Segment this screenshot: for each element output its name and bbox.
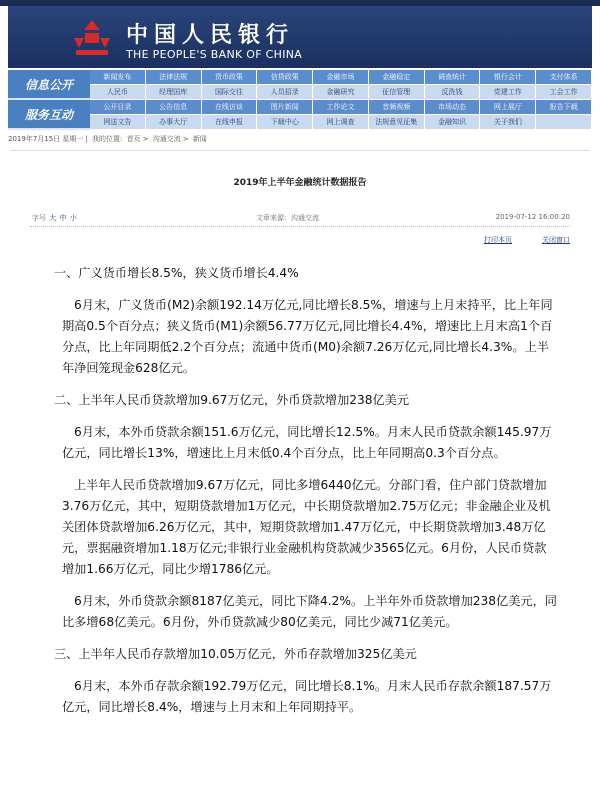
nav-link[interactable]: 新闻发布 [90, 70, 146, 85]
nav-link[interactable]: 市场动态 [425, 100, 481, 115]
nav-link[interactable]: 关于我们 [480, 115, 536, 130]
nav-link[interactable]: 工会工作 [536, 85, 592, 100]
section-heading: 一、广义货币增长8.5%，狭义货币增长4.4% [54, 266, 299, 280]
nav-link[interactable]: 反洗钱 [425, 85, 481, 100]
nav-link[interactable]: 调查统计 [425, 70, 481, 85]
nav-grid [90, 70, 592, 130]
font-size-label: 字号 [32, 214, 46, 222]
nav-link [536, 115, 592, 130]
article-time: 2019-07-12 16:00:20 [495, 213, 570, 221]
section-heading: 三、上半年人民币存款增加10.05万亿元，外币存款增加325亿美元 [54, 647, 417, 661]
close-window-link[interactable]: 关闭窗口 [542, 236, 570, 244]
nav-link[interactable]: 金融稳定 [369, 70, 425, 85]
section-heading: 二、上半年人民币贷款增加9.67万亿元，外币贷款增加238亿美元 [54, 393, 410, 407]
breadcrumb-home[interactable]: 首页 [126, 135, 141, 143]
font-size-small[interactable]: 小 [69, 214, 77, 222]
breadcrumb-location-label: 我的位置: [92, 135, 123, 143]
nav-link[interactable]: 信贷政策 [257, 70, 313, 85]
nav-link[interactable]: 货币政策 [202, 70, 258, 85]
article-paragraph: 6月末，广义货币(M2)余额192.14万亿元,同比增长8.5%，增速与上月末持平，比上年同期高0.5个百分点；狭义货币(M1)余额56.77万亿元,同比增长4.4%，增速比上月末高1个百分点，比上年同期低2.2个百分点；流通中货币(M0)余额7.26万亿元,同比增长4.3%。上半年净回笼现金628亿元。 [62, 298, 553, 375]
breadcrumb-comm[interactable]: 沟通交流 [152, 135, 181, 143]
breadcrumb-date: 2019年7月15日 星期一 [8, 135, 84, 143]
nav-link[interactable]: 金融知识 [425, 115, 481, 130]
nav-link[interactable]: 人员招录 [257, 85, 313, 100]
article-meta [30, 213, 570, 227]
nav-link[interactable]: 征信管理 [369, 85, 425, 100]
nav-link[interactable]: 金融市场 [313, 70, 369, 85]
nav-link[interactable]: 银行会计 [480, 70, 536, 85]
nav-link[interactable]: 音频视频 [369, 100, 425, 115]
article-panel [10, 150, 590, 810]
site-banner [8, 6, 592, 68]
nav-side-service[interactable]: 服务互动 [8, 100, 90, 130]
nav-link[interactable]: 工作论文 [313, 100, 369, 115]
article-paragraph: 上半年人民币贷款增加9.67万亿元，同比多增6440亿元。分部门看，住户部门贷款增加3.76万亿元，其中，短期贷款增加1万亿元，中长期贷款增加2.75万亿元；非金融企业及机关团体贷款增加6.26万亿元，其中，短期贷款增加1.47万亿元，中长期贷款增加3.48万亿元，票据融资增加1.18万亿元;非银行业金融机构贷款减少3565亿元。6月份，人民币贷款增加1.66万亿元，同比少增1786亿元。 [62, 478, 551, 576]
breadcrumb-news[interactable]: 新闻 [192, 135, 207, 143]
nav-link[interactable]: 人民币 [90, 85, 146, 100]
nav-link[interactable]: 下载中心 [257, 115, 313, 130]
nav-side-info-disclosure[interactable]: 信息公开 [8, 70, 90, 100]
site-title-en: THE PEOPLE'S BANK OF CHINA [126, 48, 303, 61]
nav-link[interactable]: 报告下载 [536, 100, 592, 115]
nav-link[interactable]: 公开目录 [90, 100, 146, 115]
nav-link[interactable]: 公告信息 [146, 100, 202, 115]
nav-side [8, 70, 90, 130]
print-page-link[interactable]: 打印本页 [484, 236, 512, 244]
font-size-selector [32, 213, 77, 223]
pboc-logo-icon [70, 18, 114, 58]
nav-link[interactable]: 金融研究 [313, 85, 369, 100]
nav-link[interactable]: 网上展厅 [480, 100, 536, 115]
nav-link[interactable]: 国际交往 [202, 85, 258, 100]
nav-link[interactable]: 法规意见征集 [369, 115, 425, 130]
font-size-large[interactable]: 大 [49, 214, 57, 222]
nav-link[interactable]: 办事大厅 [146, 115, 202, 130]
breadcrumb: 2019年7月15日 星期一 | 我的位置: 首页 > 沟通交流 > 新闻 [8, 135, 207, 143]
nav-link[interactable]: 法律法规 [146, 70, 202, 85]
site-title-cn[interactable]: 中国人民银行 [126, 22, 295, 48]
font-size-medium[interactable]: 中 [59, 214, 67, 222]
nav-link[interactable]: 经理国库 [146, 85, 202, 100]
nav-link[interactable]: 在线访谈 [202, 100, 258, 115]
nav-link[interactable]: 网送文告 [90, 115, 146, 130]
article-paragraph: 6月末，外币贷款余额8187亿美元，同比下降4.2%。上半年外币贷款增加238亿美元，同比多增68亿美元。6月份，外币贷款减少80亿美元，同比少减71亿美元。 [62, 594, 557, 629]
nav-link[interactable]: 在线申报 [202, 115, 258, 130]
article-title: 2019年上半年金融统计数据报告 [233, 178, 367, 188]
nav-link[interactable]: 图片新闻 [257, 100, 313, 115]
main-nav [8, 70, 592, 130]
nav-link[interactable]: 党建工作 [480, 85, 536, 100]
article-body [54, 263, 558, 718]
article-source: 文章来源：沟通交流 [256, 214, 319, 222]
article-paragraph: 6月末，本外币存款余额192.79万亿元，同比增长8.1%。月末人民币存款余额187.57万亿元，同比增长8.4%，增速与上月末和上年同期持平。 [62, 679, 552, 714]
nav-link[interactable]: 网上调查 [313, 115, 369, 130]
article-tools [30, 235, 570, 247]
nav-link[interactable]: 支付体系 [536, 70, 592, 85]
article-paragraph: 6月末，本外币贷款余额151.6万亿元，同比增长12.5%。月末人民币贷款余额145.97万亿元，同比增长13%，增速比上月末低0.4个百分点，比上年同期高0.3个百分点。 [62, 425, 552, 460]
